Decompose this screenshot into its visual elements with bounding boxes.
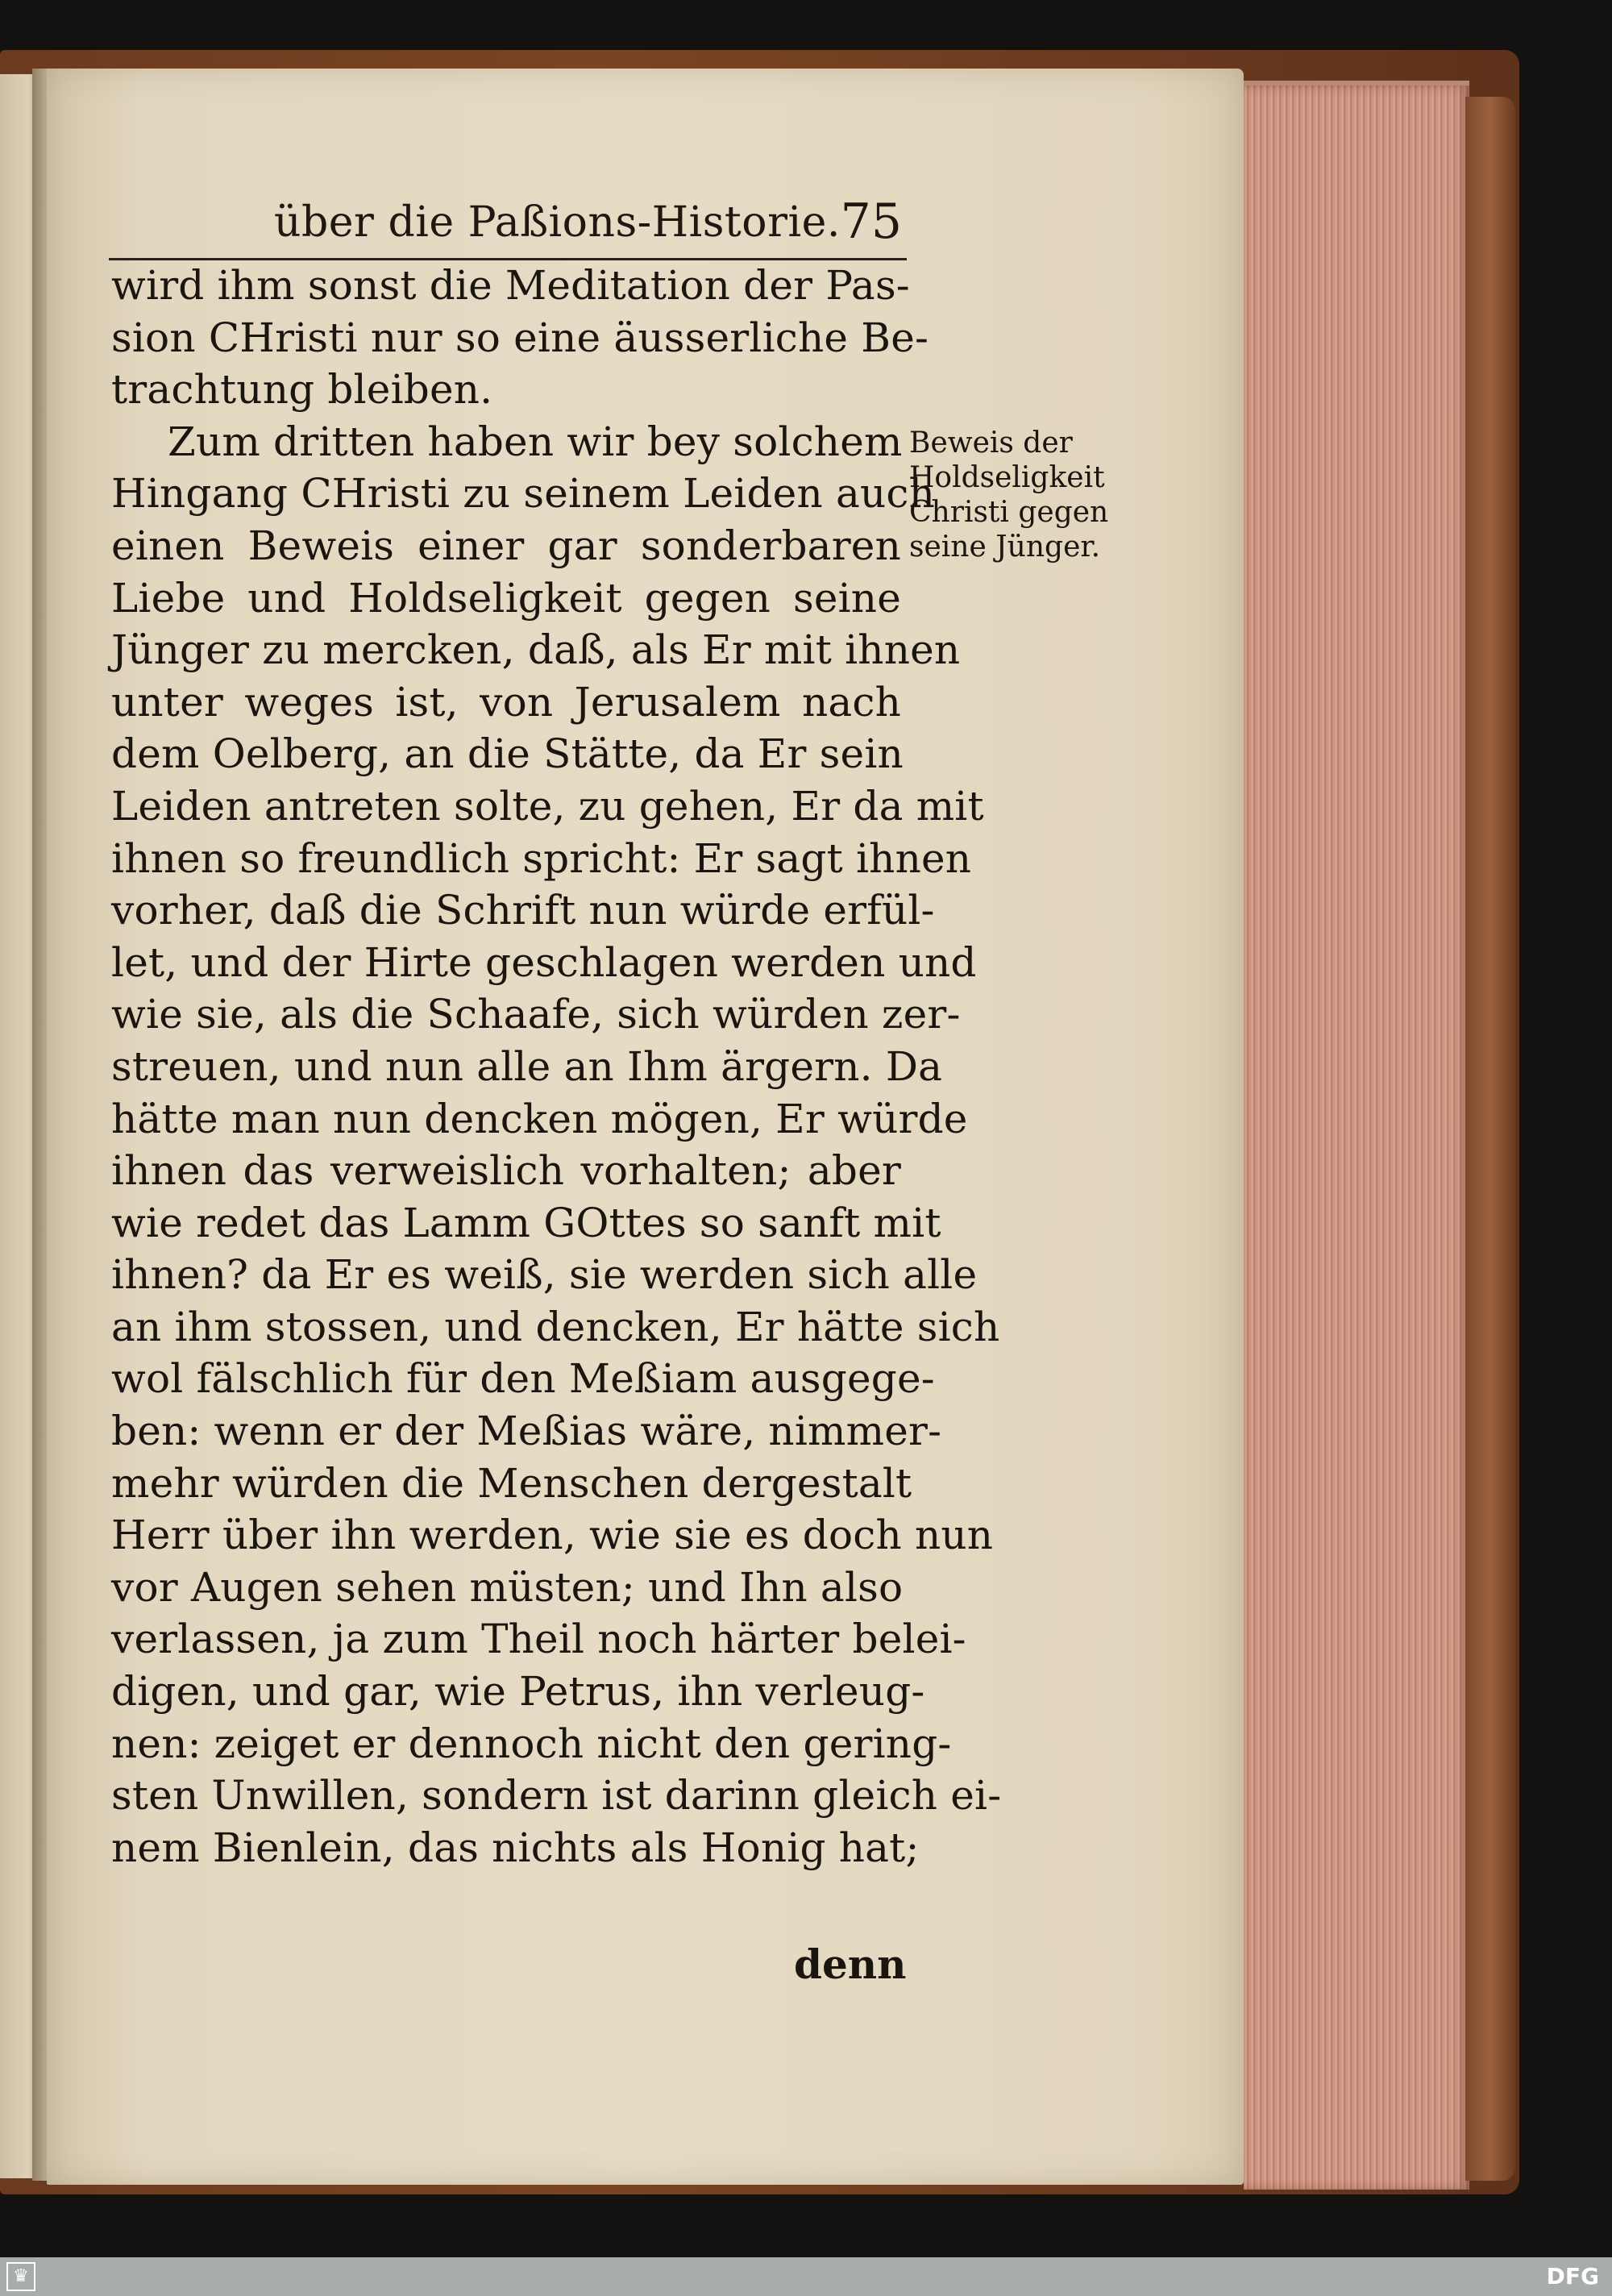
text-line: Liebe und Holdseligkeit gegen seine: [111, 574, 901, 622]
running-title: über die Paßions-Historie.: [274, 198, 841, 247]
text-line: an ihm stossen, und dencken, Er hätte sich: [111, 1303, 1000, 1350]
text-line: trachtung bleiben.: [111, 366, 493, 414]
text-line: mehr würden die Menschen dergestalt: [111, 1459, 912, 1507]
text-line: digen, und gar, wie Petrus, ihn verleug-: [111, 1668, 925, 1716]
text-line: Leiden antreten solte, zu gehen, Er da mit: [111, 782, 984, 830]
text-line: Hingang CHristi zu seinem Leiden auch: [111, 470, 935, 518]
text-line: Jünger zu mercken, daß, als Er mit ihnen: [111, 626, 961, 674]
page-block-edges: [1244, 81, 1469, 2190]
library-seal-icon: ♛: [6, 2262, 35, 2291]
text-line: wie sie, als die Schaafe, sich würden zer-: [111, 991, 961, 1038]
marginal-note-line: Beweis der: [909, 426, 1073, 460]
text-line: sion CHristi nur so eine äusserliche Be-: [111, 314, 929, 361]
cover-fore-edge: [1465, 97, 1515, 2181]
text-line: ben: wenn er der Meßias wäre, nimmer-: [111, 1408, 942, 1455]
text-line: wol fälschlich für den Meßiam ausgege-: [111, 1355, 935, 1403]
catchword: denn: [794, 1940, 907, 1988]
text-line: wie redet das Lamm GOttes so sanft mit: [111, 1199, 941, 1246]
marginal-note-line: Holdseligkeit: [909, 461, 1105, 494]
text-line: Zum dritten haben wir bey solchem: [168, 418, 903, 465]
marginal-note-line: Christi gegen: [909, 496, 1109, 529]
text-line: nem Bienlein, das nichts als Honig hat;: [111, 1824, 920, 1871]
text-line: ihnen so freundlich spricht: Er sagt ihnen: [111, 834, 972, 882]
page-number: 75: [840, 193, 902, 250]
text-line: ihnen das verweislich vorhalten; aber: [111, 1147, 901, 1195]
text-line: ihnen? da Er es weiß, sie werden sich alle: [111, 1251, 978, 1299]
dfg-logo: DFG: [1546, 2263, 1599, 2290]
text-line: unter weges ist, von Jerusalem nach: [111, 678, 901, 726]
text-line: sten Unwillen, sondern ist darinn gleich ei-: [111, 1772, 1002, 1820]
text-line: dem Oelberg, an die Stätte, da Er sein: [111, 730, 904, 778]
text-line: nen: zeiget er dennoch nicht den gering-: [111, 1720, 952, 1767]
text-line: let, und der Hirte geschlagen werden und: [111, 938, 977, 986]
text-line: einen Beweis einer gar sonderbaren: [111, 522, 901, 569]
marginal-note: [909, 426, 1143, 564]
text-line: streuen, und nun alle an Ihm ärgern. Da: [111, 1042, 943, 1090]
text-line: hätte man nun dencken mögen, Er würde: [111, 1095, 968, 1142]
running-header: [109, 193, 907, 260]
text-line: vorher, daß die Schrift nun würde erfül-: [111, 887, 935, 934]
text-line: vor Augen sehen müsten; und Ihn also: [111, 1563, 904, 1611]
marginal-note-line: seine Jünger.: [909, 530, 1101, 564]
text-line: verlassen, ja zum Theil noch härter belei-: [111, 1616, 966, 1663]
viewer-footer-bar: [0, 2257, 1612, 2296]
text-line: Herr über ihn werden, wie sie es doch nun: [111, 1512, 994, 1559]
text-line: wird ihm sonst die Meditation der Pas-: [111, 262, 910, 309]
